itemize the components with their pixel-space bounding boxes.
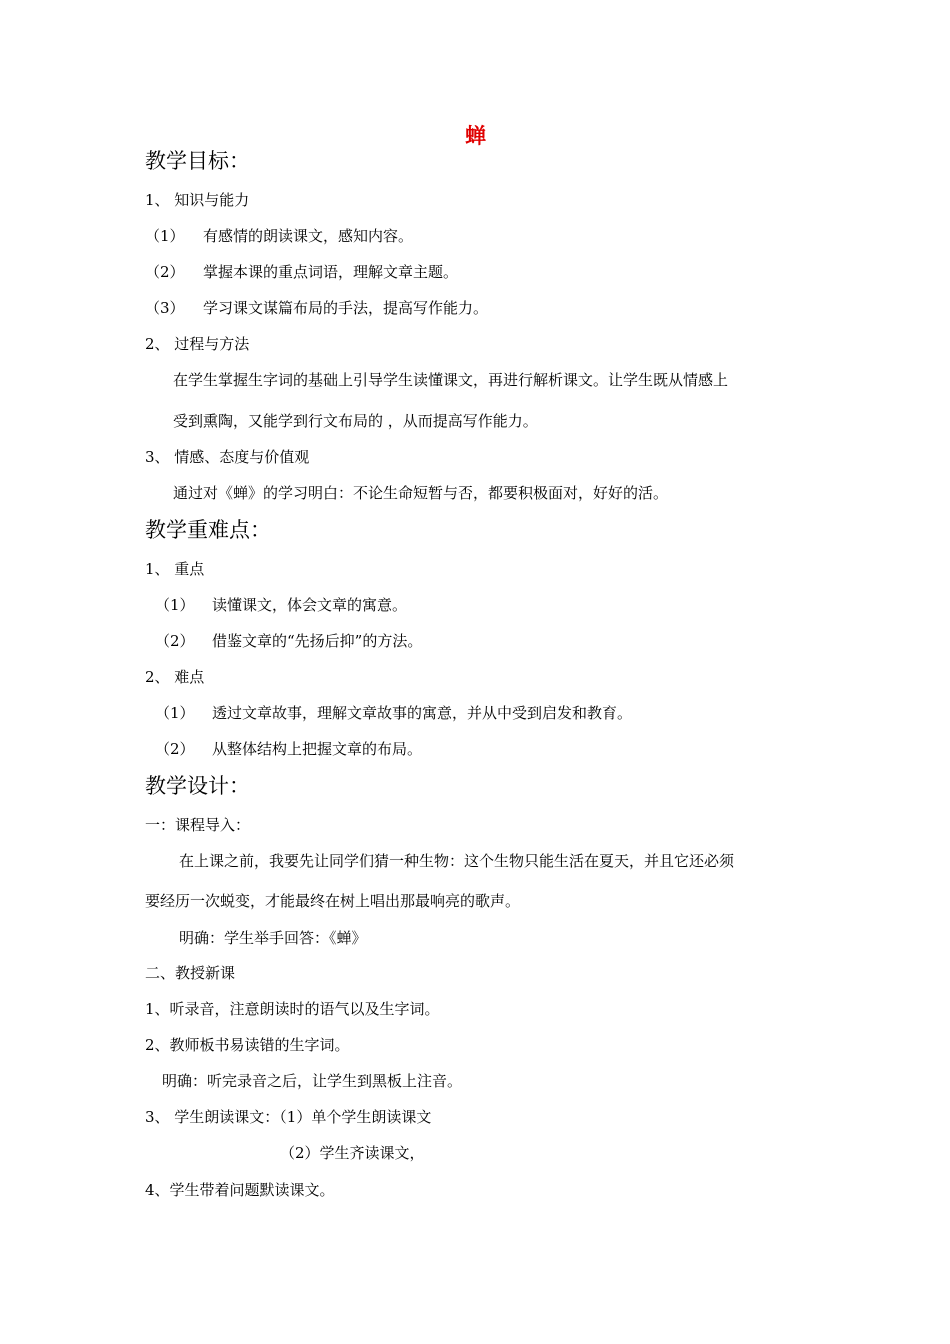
objective-item-1-2-number: （2）: [145, 263, 185, 281]
design-part-1-answer: 明确：学生举手回答：《蝉》: [179, 929, 367, 947]
section-heading-objectives: 教学目标：: [145, 149, 250, 173]
objective-item-2: 2、 过程与方法: [145, 335, 250, 353]
objective-item-1-1-number: （1）: [145, 227, 185, 245]
key-point-item-1: 1、 重点: [145, 560, 205, 578]
document-title: 蝉: [465, 123, 486, 148]
key-point-item-1-1-text: 读懂课文，体会文章的寓意。: [212, 596, 408, 614]
objective-item-2-paragraph-line-1: 在学生掌握生字词的基础上引导学生读懂课文，再进行解析课文。让学生既从情感上: [173, 371, 729, 389]
design-step-3: 3、 学生朗读课文：（1）单个学生朗读课文: [145, 1108, 432, 1126]
section-heading-design: 教学设计：: [145, 774, 250, 798]
design-part-2-heading: 二、教授新课: [145, 964, 236, 982]
design-step-3-sub-item: （2）学生齐读课文，: [280, 1144, 425, 1162]
objective-item-1-3-number: （3）: [145, 299, 185, 317]
key-point-item-2-2-text: 从整体结构上把握文章的布局。: [212, 740, 423, 758]
key-point-item-1-2-number: （2）: [155, 632, 195, 650]
design-step-2: 2、教师板书易读错的生字词。: [145, 1036, 350, 1054]
objective-item-1: 1、 知识与能力: [145, 191, 250, 209]
design-step-2-note: 明确：听完录音之后，让学生到黑板上注音。: [162, 1072, 463, 1090]
design-part-1-heading: 一：课程导入：: [145, 816, 251, 834]
design-part-1-paragraph-line-2: 要经历一次蜕变，才能最终在树上唱出那最响亮的歌声。: [145, 892, 521, 910]
section-heading-key-points: 教学重难点：: [145, 518, 271, 542]
objective-item-3-paragraph: 通过对《蝉》的学习明白：不论生命短暂与否，都要积极面对，好好的活。: [173, 484, 669, 502]
objective-item-1-3-text: 学习课文谋篇布局的手法，提高写作能力。: [203, 299, 489, 317]
design-step-4: 4、学生带着问题默读课文。: [145, 1181, 335, 1199]
key-point-item-2-2-number: （2）: [155, 740, 195, 758]
key-point-item-1-1-number: （1）: [155, 596, 195, 614]
key-point-item-2-1-text: 透过文章故事，理解文章故事的寓意，并从中受到启发和教育。: [212, 704, 633, 722]
key-point-item-2: 2、 难点: [145, 668, 205, 686]
objective-item-2-paragraph-line-2: 受到熏陶，又能学到行文布局的 ，从而提高写作能力。: [173, 412, 538, 430]
design-step-1: 1、听录音，注意朗读时的语气以及生字词。: [145, 1000, 440, 1018]
objective-item-1-1-text: 有感情的朗读课文，感知内容。: [203, 227, 414, 245]
key-point-item-1-2-text: 借鉴文章的“先扬后抑”的方法。: [212, 632, 423, 650]
objective-item-1-2-text: 掌握本课的重点词语，理解文章主题。: [203, 263, 459, 281]
design-part-1-paragraph-line-1: 在上课之前，我要先让同学们猜一种生物：这个生物只能生活在夏天，并且它还必须: [179, 852, 735, 870]
objective-item-3: 3、 情感、态度与价值观: [145, 448, 310, 466]
key-point-item-2-1-number: （1）: [155, 704, 195, 722]
